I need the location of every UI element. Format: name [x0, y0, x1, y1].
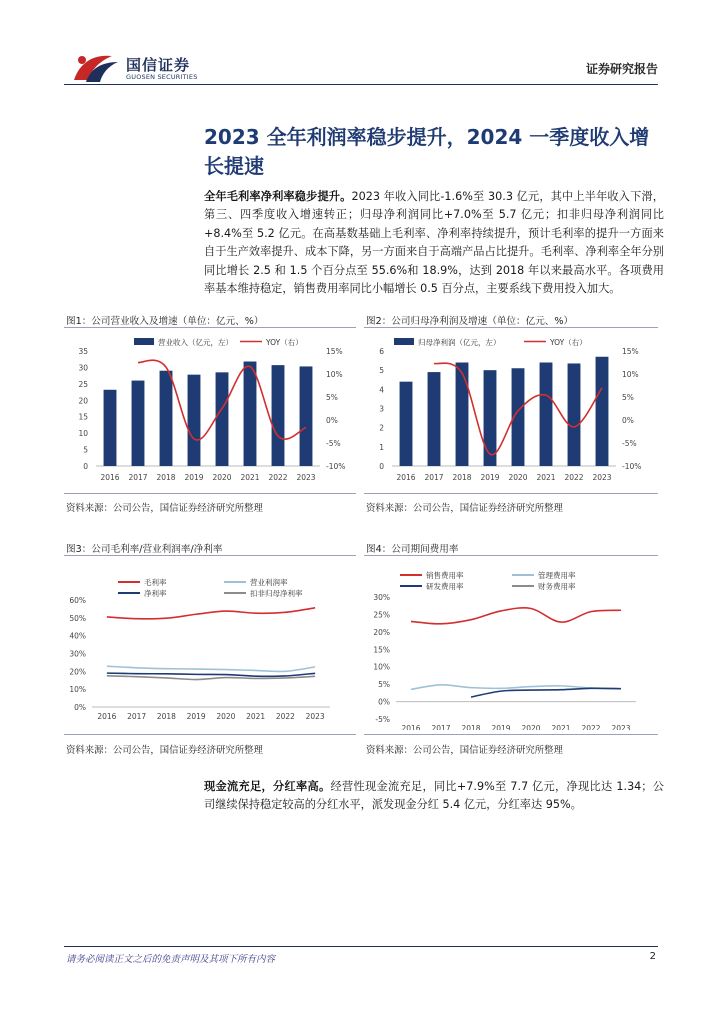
x-tick-label: 2019	[186, 712, 206, 721]
x-tick-label: 2021	[536, 473, 556, 482]
paragraph-cashflow	[204, 778, 664, 815]
x-tick-label: 2017	[431, 724, 451, 730]
x-tick-label: 2019	[480, 473, 500, 482]
fig3-title: 图3：公司毛利率/营业利润率/净利率	[66, 544, 223, 555]
y-tick-label: 0%	[378, 697, 390, 707]
y2-tick-label: -5%	[326, 439, 341, 448]
y2-tick-label: 10%	[326, 370, 343, 379]
footer-divider	[64, 946, 658, 947]
bar	[484, 370, 497, 466]
y-tick-label: 6	[379, 347, 384, 356]
fig4-source: 资料来源：公司公告，国信证券经济研究所整理	[366, 745, 563, 756]
y-tick-label: 50%	[69, 613, 86, 623]
y-tick-label: 25%	[373, 610, 390, 620]
paragraph-lead: 现金流充足，分红率高。	[204, 780, 331, 793]
guosen-logo-icon	[72, 50, 122, 84]
y2-tick-label: 0%	[622, 416, 634, 425]
x-tick-label: 2022	[581, 724, 601, 730]
fig4-bottom-rule	[364, 734, 658, 735]
x-tick-label: 2018	[452, 473, 472, 482]
bar	[456, 363, 469, 467]
legend-label: 管理费用率	[538, 571, 576, 580]
bar	[216, 372, 229, 466]
net-profit-chart	[364, 330, 658, 490]
y-tick-label: 20%	[69, 667, 86, 677]
series-line	[411, 608, 621, 624]
bar	[272, 365, 285, 466]
x-tick-label: 2018	[156, 712, 176, 721]
x-tick-label: 2021	[240, 473, 260, 482]
bar	[428, 372, 441, 466]
header-divider	[64, 84, 658, 85]
legend-line-label: YOY（右）	[266, 338, 303, 347]
y2-tick-label: 0%	[326, 416, 338, 425]
y-tick-label: 4	[379, 385, 384, 395]
y-tick-label: 20%	[373, 627, 390, 637]
x-tick-label: 2022	[268, 473, 288, 482]
bar	[540, 363, 553, 467]
y-tick-label: 30	[78, 363, 88, 373]
y-tick-label: 40%	[69, 631, 86, 641]
x-tick-label: 2016	[97, 712, 117, 721]
legend-label: 研发费用率	[426, 582, 464, 591]
fig3-bottom-rule	[64, 734, 356, 735]
x-tick-label: 2018	[461, 724, 481, 730]
y2-tick-label: 15%	[326, 347, 343, 356]
series-line	[107, 666, 315, 671]
fig2-source: 资料来源：公司公告，国信证券经济研究所整理	[366, 503, 563, 514]
y2-tick-label: 15%	[622, 347, 639, 356]
bar	[568, 363, 581, 466]
x-tick-label: 2019	[184, 473, 204, 482]
series-line	[107, 673, 315, 676]
legend-label: 财务费用率	[538, 582, 576, 591]
y2-tick-label: -10%	[326, 462, 346, 471]
fig2-bottom-rule	[364, 493, 658, 494]
y-tick-label: 30%	[69, 649, 86, 659]
fig1-title: 图1：公司营业收入及增速（单位：亿元、%）	[66, 316, 264, 327]
fig3-source: 资料来源：公司公告，国信证券经济研究所整理	[66, 745, 263, 756]
series-line	[107, 608, 315, 619]
x-tick-label: 2017	[128, 473, 148, 482]
y-tick-label: 0%	[74, 703, 86, 712]
legend-line-label: YOY（右）	[550, 338, 587, 347]
y-tick-label: 1	[379, 442, 384, 452]
paragraph-body: 经营性现金流充足，同比+7.9%至 7.7 亿元，净现比达 1.34；公司继续保持稳定较高的分红水平，派发现金分红 5.4 亿元，分红率达 95%。	[204, 780, 664, 812]
y-tick-label: 15%	[373, 645, 390, 655]
paragraph-profitability	[204, 188, 664, 298]
margin-chart	[64, 568, 356, 728]
y2-tick-label: 10%	[622, 370, 639, 379]
legend-bar-swatch	[394, 338, 414, 345]
x-tick-label: 2020	[521, 724, 541, 730]
x-tick-label: 2022	[564, 473, 584, 482]
x-tick-label: 2022	[275, 712, 295, 721]
legend-label: 扣非归母净利率	[250, 589, 303, 598]
y-tick-label: 0	[83, 462, 88, 471]
fig2-title: 图2：公司归母净利润及增速（单位：亿元、%）	[366, 316, 574, 327]
bar	[244, 362, 257, 466]
legend-label: 毛利率	[144, 578, 167, 587]
y2-tick-label: 5%	[326, 393, 338, 402]
legend-bar-label: 归母净利润（亿元，左）	[418, 338, 501, 347]
fig1-source: 资料来源：公司公告，国信证券经济研究所整理	[66, 503, 263, 514]
bar	[300, 366, 313, 466]
bar	[400, 382, 413, 466]
fig4-title: 图4：公司期间费用率	[366, 544, 459, 555]
x-tick-label: 2023	[592, 473, 612, 482]
section-title: 2023 全年利润率稳步提升，2024 一季度收入增长提速	[204, 125, 650, 178]
logo-subtitle: GUOSEN SECURITIES	[126, 73, 198, 81]
x-tick-label: 2017	[127, 712, 147, 721]
paragraph-body: 2023 年收入同比-1.6%至 30.3 亿元，其中上半年收入下滑，第三、四季度收入增速转正；归母净利润同比+7.0%至 5.7 亿元；扣非归母净利润同比+8.4%至 5.2 亿元。在高基数基础上毛利率、净利率持续提升，预计毛利率的提升一方面来自于生产效率提升、成本下降，另一方面来自于高端产品占比提升。毛利率、净利率全年分别同比增长 2.5 和 1.5 个百分点至 55.6%和 18.9%，达到 2018 年以来最高水平。各项费用率基本维持稳定，销售费用率同比小幅增长 0.5 百分点，主要系线下费用投入加大。	[204, 190, 664, 296]
logo-name: 国信证券	[126, 56, 191, 74]
x-tick-label: 2016	[100, 473, 120, 482]
x-tick-label: 2020	[212, 473, 232, 482]
bar	[104, 390, 117, 466]
y-tick-label: 25	[78, 379, 88, 389]
revenue-chart	[64, 330, 356, 490]
report-type: 证券研究报告	[585, 62, 658, 76]
y-tick-label: 3	[379, 404, 384, 414]
legend-label: 销售费用率	[426, 571, 464, 580]
x-tick-label: 2018	[156, 473, 176, 482]
x-tick-label: 2023	[305, 712, 325, 721]
bar	[596, 357, 609, 466]
legend-bar-label: 营业收入（亿元，左）	[158, 338, 233, 347]
y-tick-label: 35	[78, 347, 88, 356]
y-tick-label: 30%	[373, 593, 390, 602]
y-tick-label: 5	[83, 445, 88, 455]
y-tick-label: 15	[78, 412, 88, 422]
fig1-title-rule	[64, 327, 356, 328]
y-tick-label: 5%	[378, 680, 390, 690]
x-tick-label: 2021	[551, 724, 571, 730]
series-line	[471, 688, 621, 697]
legend-label: 净利率	[144, 589, 167, 598]
x-tick-label: 2017	[424, 473, 444, 482]
fig3-title-rule	[64, 555, 356, 556]
x-tick-label: 2016	[396, 473, 416, 482]
y-tick-label: 0	[379, 462, 384, 471]
y-tick-label: 5	[379, 366, 384, 376]
bar	[188, 375, 201, 466]
y-tick-label: 20	[78, 396, 88, 406]
y-tick-label: 2	[379, 423, 384, 433]
fig2-title-rule	[364, 327, 658, 328]
x-tick-label: 2016	[401, 724, 421, 730]
disclaimer: 请务必阅读正文之后的免责声明及其项下所有内容	[66, 954, 276, 965]
bar	[132, 381, 145, 466]
legend-bar-swatch	[134, 338, 154, 345]
y-tick-label: 10%	[373, 662, 390, 672]
y2-tick-label: 5%	[622, 393, 634, 402]
x-tick-label: 2023	[296, 473, 316, 482]
fig1-bottom-rule	[64, 493, 356, 494]
paragraph-lead: 全年毛利率净利率稳步提升。	[204, 190, 352, 203]
legend-label: 营业利润率	[250, 578, 288, 587]
x-tick-label: 2019	[491, 724, 511, 730]
bar	[160, 371, 173, 466]
y2-tick-label: -10%	[622, 462, 642, 471]
page-number: 2	[649, 951, 656, 962]
y2-tick-label: -5%	[622, 439, 637, 448]
y-tick-label: -5%	[375, 715, 390, 724]
expense-ratio-chart	[364, 565, 658, 730]
y-tick-label: 60%	[69, 596, 86, 605]
x-tick-label: 2020	[216, 712, 236, 721]
x-tick-label: 2020	[508, 473, 528, 482]
y-tick-label: 10	[78, 429, 88, 439]
x-tick-label: 2021	[246, 712, 266, 721]
y-tick-label: 10%	[69, 685, 86, 695]
fig4-title-rule	[364, 555, 658, 556]
x-tick-label: 2023	[611, 724, 631, 730]
